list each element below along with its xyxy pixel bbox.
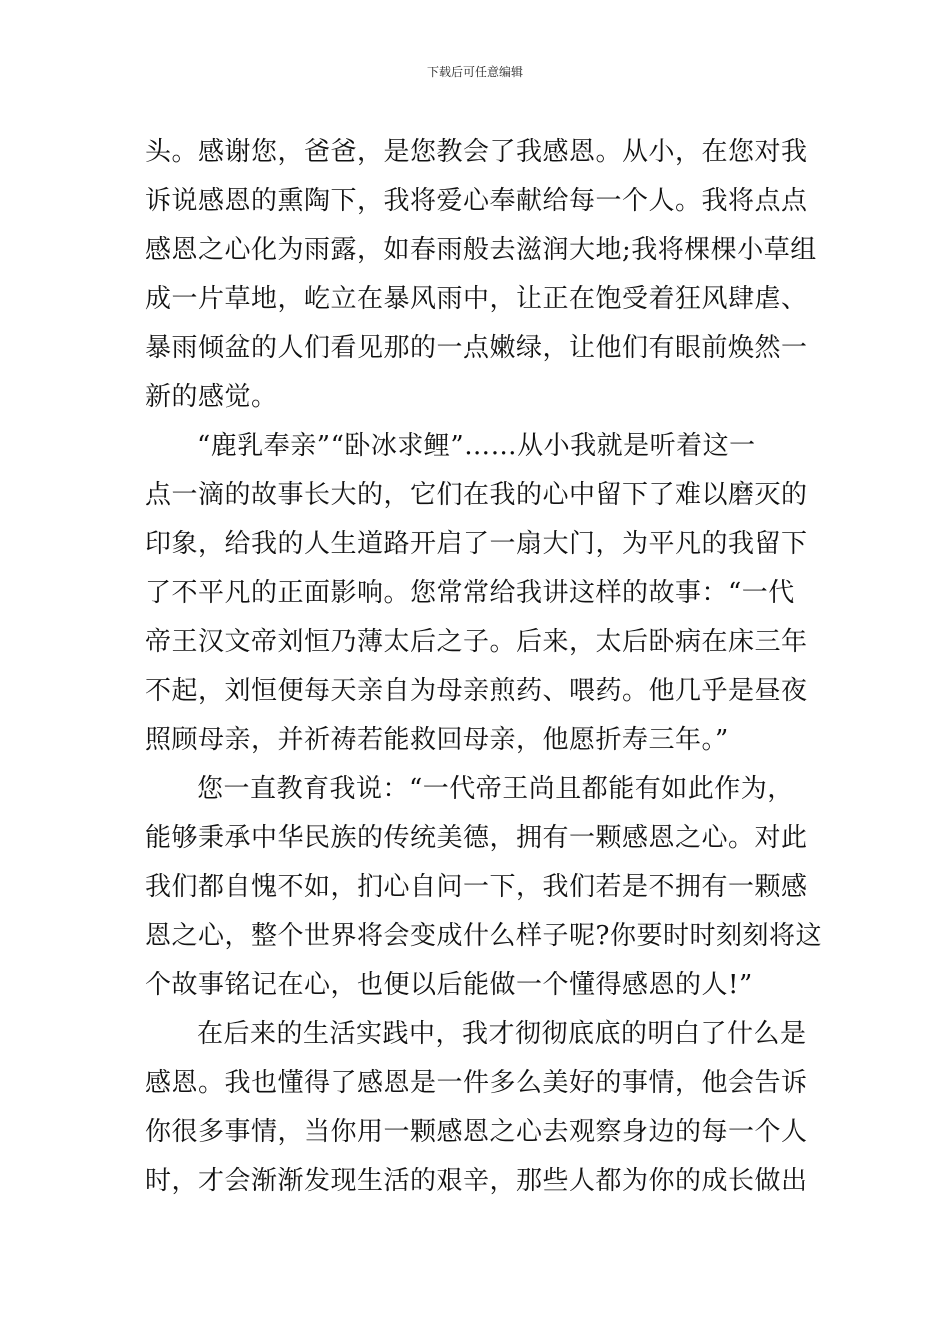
text-line: 新的感觉。 — [145, 382, 278, 412]
body-text — [145, 128, 822, 1206]
text-line: 照顾母亲，并祈祷若能救回母亲，他愿折寿三年。” — [145, 725, 729, 755]
text-line: 个故事铭记在心，也便以后能做一个懂得感恩的人!” — [145, 970, 753, 1000]
text-line: 暴雨倾盆的人们看见那的一点嫩绿，让他们有眼前焕然一 — [145, 333, 808, 363]
text-line: 帝王汉文帝刘恒乃薄太后之子。后来，太后卧病在床三年 — [145, 627, 808, 657]
text-line: 时，才会渐渐发现生活的艰辛，那些人都为你的成长做出 — [145, 1166, 808, 1196]
text-line: 印象，给我的人生道路开启了一扇大门，为平凡的我留下 — [145, 529, 808, 559]
text-line: 恩之心，整个世界将会变成什么样子呢?你要时时刻刻将这 — [145, 921, 822, 951]
text-line: 你很多事情，当你用一颗感恩之心去观察身边的每一个人 — [145, 1117, 808, 1147]
text-line: 诉说感恩的熏陶下，我将爱心奉献给每一个人。我将点点 — [145, 186, 808, 216]
text-line: “鹿乳奉亲”“卧冰求鲤”……从小我就是听着这一 — [197, 431, 756, 461]
text-line: 感恩之心化为雨露，如春雨般去滋润大地;我将棵棵小草组 — [145, 235, 817, 265]
page-header-note: 下载后可任意编辑 — [426, 65, 523, 79]
text-line: 我们都自愧不如，扪心自问一下，我们若是不拥有一颗感 — [145, 872, 808, 902]
text-line: 点一滴的故事长大的，它们在我的心中留下了难以磨灭的 — [145, 480, 808, 510]
text-line: 能够秉承中华民族的传统美德，拥有一颗感恩之心。对此 — [145, 823, 808, 853]
text-line: 了不平凡的正面影响。您常常给我讲这样的故事：“一代 — [145, 578, 795, 608]
text-line: 您一直教育我说：“一代帝王尚且都能有如此作为， — [197, 774, 794, 804]
text-line: 在后来的生活实践中，我才彻彻底底的明白了什么是 — [197, 1019, 807, 1049]
text-line: 成一片草地，屹立在暴风雨中，让正在饱受着狂风肆虐、 — [145, 284, 808, 314]
text-line: 头。感谢您，爸爸，是您教会了我感恩。从小，在您对我 — [145, 137, 808, 167]
text-line: 不起，刘恒便每天亲自为母亲煎药、喂药。他几乎是昼夜 — [145, 676, 808, 706]
text-line: 感恩。我也懂得了感恩是一件多么美好的事情，他会告诉 — [145, 1068, 808, 1098]
